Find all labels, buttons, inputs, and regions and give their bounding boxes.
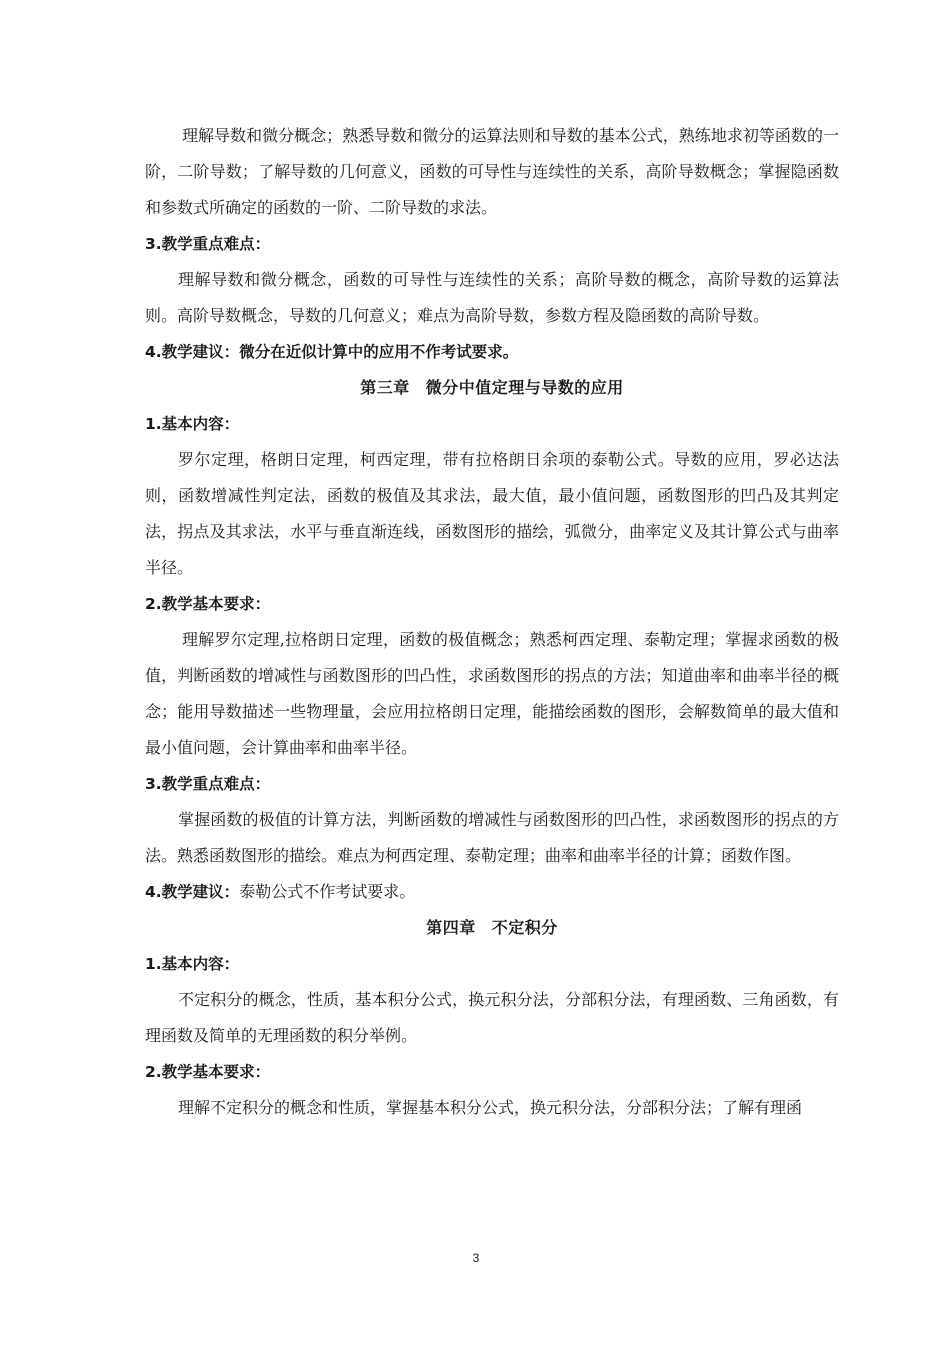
section-heading — [145, 226, 839, 262]
body-paragraph: 理解导数和微分概念，函数的可导性与连续性的关系；高阶导数的概念，高阶导数的运算法则。高阶导数概念，导数的几何意义；难点为高阶导数，参数方程及隐函数的高阶导数。 — [145, 270, 839, 325]
section-heading-label: 4.教学建议： — [145, 883, 240, 901]
chapter-title — [145, 910, 839, 946]
body-paragraph: 理解不定积分的概念和性质，掌握基本积分公式，换元积分法，分部积分法；了解有理函 — [178, 1098, 803, 1117]
section-heading — [145, 406, 839, 442]
section-heading-label: 1.基本内容： — [145, 415, 240, 433]
body-paragraph: 理解罗尔定理,拉格朗日定理，函数的极值概念；熟悉柯西定理、泰勒定理；掌握求函数的极值，判断函数的增减性与函数图形的凹凸性，求函数图形的拐点的方法；知道曲率和曲率半径的概念；能用导数描述一些物理量，会应用拉格朗日定理，能描绘函数的图形，会解数简单的最大值和最小值问题，会计算曲率和曲率半径。 — [145, 630, 839, 757]
body-paragraph: 罗尔定理，格朗日定理，柯西定理，带有拉格朗日余项的泰勒公式。导数的应用，罗必达法则，函数增减性判定法，函数的极值及其求法，最大值，最小值问题，函数图形的凹凸及其判定法，拐点及其求法，水平与垂直渐连线，函数图形的描绘，弧微分，曲率定义及其计算公式与曲率半径。 — [145, 450, 839, 577]
section-heading-label: 4.教学建议： — [145, 343, 240, 361]
section-heading — [145, 586, 839, 622]
body-paragraph: 理解导数和微分概念；熟悉导数和微分的运算法则和导数的基本公式，熟练地求初等函数的一阶，二阶导数；了解导数的几何意义，函数的可导性与连续性的关系，高阶导数概念；掌握隐函数和参数式所确定的函数的一阶、二阶导数的求法。 — [145, 126, 839, 217]
section-heading — [145, 946, 839, 982]
document-body — [145, 118, 839, 1126]
section-heading-label: 1.基本内容： — [145, 955, 240, 973]
section-heading — [145, 874, 839, 910]
chapter-name: 微分中值定理与导数的应用 — [425, 378, 624, 397]
body-paragraph: 掌握函数的极值的计算方法，判断函数的增减性与函数图形的凹凸性，求函数图形的拐点的方法。熟悉函数图形的描绘。难点为柯西定理、泰勒定理；曲率和曲率半径的计算；函数作图。 — [145, 810, 839, 865]
chapter-name: 不定积分 — [491, 918, 558, 937]
section-heading-text: 泰勒公式不作考试要求。 — [239, 882, 416, 901]
section-heading-label: 3.教学重点难点： — [145, 775, 271, 793]
section-heading — [145, 766, 839, 802]
section-heading-label: 3.教学重点难点： — [145, 235, 271, 253]
page-number: 3 — [472, 1251, 480, 1265]
chapter-number: 第三章 — [360, 378, 410, 397]
body-paragraph: 不定积分的概念，性质，基本积分公式，换元积分法，分部积分法，有理函数、三角函数，有理函数及简单的无理函数的积分举例。 — [145, 990, 839, 1045]
section-heading — [145, 334, 839, 370]
section-heading — [145, 1054, 839, 1090]
chapter-number: 第四章 — [426, 918, 476, 937]
chapter-title — [145, 370, 839, 406]
section-heading-text: 微分在近似计算中的应用不作考试要求。 — [239, 343, 519, 361]
section-heading-label: 2.教学基本要求： — [145, 595, 271, 613]
section-heading-label: 2.教学基本要求： — [145, 1063, 271, 1081]
